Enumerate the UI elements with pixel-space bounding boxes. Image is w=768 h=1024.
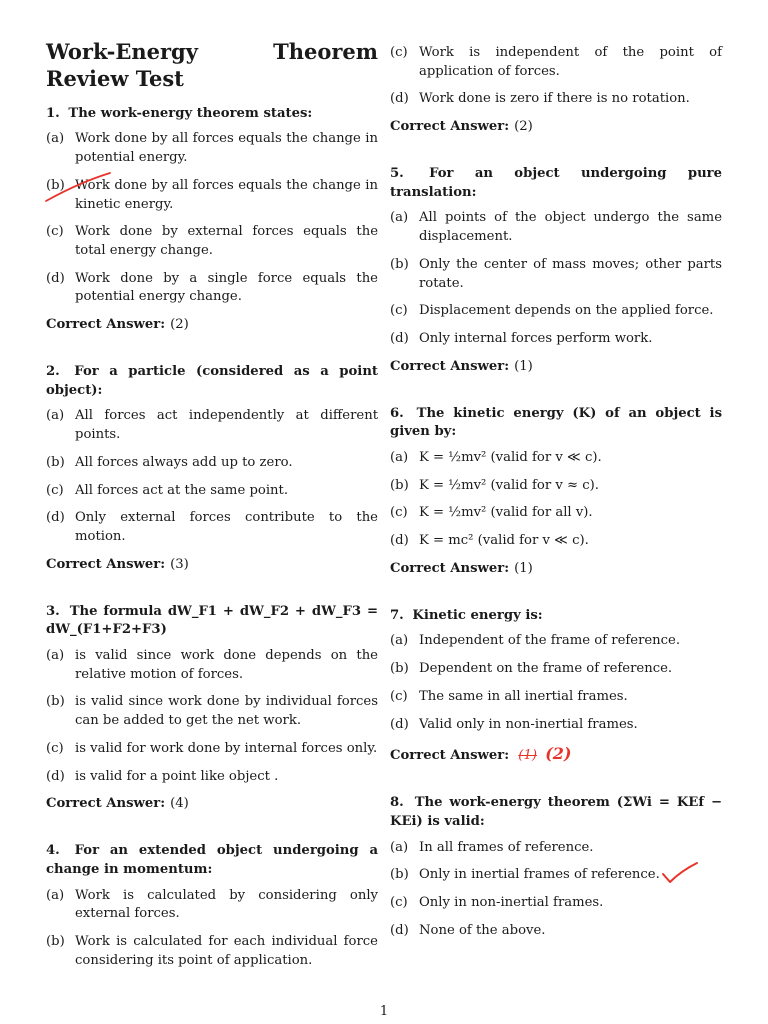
option-d: (d) Only internal forces perform work. <box>390 331 653 347</box>
handwritten-answer: (2) <box>545 744 572 764</box>
question-3 <box>46 603 378 815</box>
option-a: (a) In all frames of reference. <box>390 839 594 855</box>
question-stem: 3. The formula dW_F1 + dW_F2 + dW_F3 = dW_(F1+F2+F3) <box>46 603 378 638</box>
option-b: (b) Only the center of mass moves; other parts rotate. <box>390 256 722 291</box>
question-stem: 8. The work-energy theorem (ΣWi = KEf − KEi) is valid: <box>390 795 722 829</box>
question-stem: 1. The work-energy theorem states: <box>46 105 313 121</box>
question-4-continued <box>390 44 722 137</box>
question-7 <box>390 607 722 766</box>
page-title: Work-Energy Theorem Review Test <box>46 39 378 92</box>
option-a: (a) Independent of the frame of reference. <box>390 633 681 649</box>
option-b: (b) Dependent on the frame of reference. <box>390 661 673 677</box>
question-5 <box>390 165 722 377</box>
question-6 <box>390 405 722 579</box>
left-column <box>46 38 378 980</box>
correct-answer: Correct Answer: (2) <box>390 119 533 135</box>
question-stem: 6. The kinetic energy (K) of an object is given by: <box>390 405 722 440</box>
correct-answer: Correct Answer: (4) <box>46 796 189 812</box>
correct-answer: Correct Answer: (1) (2) <box>390 744 572 764</box>
option-a: (a) All forces act independently at different points. <box>46 408 378 443</box>
option-a: (a) K = ½mv² (valid for v ≪ c). <box>390 450 602 466</box>
option-a: (a) is valid since work done depends on the relative motion of forces. <box>46 648 378 682</box>
option-d: (d) is valid for a point like object . <box>46 768 279 784</box>
option-d: (d) K = mc² (valid for v ≪ c). <box>390 533 589 549</box>
question-stem: 7. Kinetic energy is: <box>390 607 543 623</box>
option-d: (d) None of the above. <box>390 922 546 938</box>
correct-answer: Correct Answer: (3) <box>46 556 189 572</box>
option-c: (c) Only in non-inertial frames. <box>390 895 604 911</box>
option-d: (d) Work done is zero if there is no rotation. <box>390 91 690 107</box>
option-d: (d) Work done by a single force equals the potential energy change. <box>46 270 378 305</box>
option-c: (c) Work is independent of the point of application of forces. <box>390 45 722 79</box>
option-c: (c) The same in all inertial frames. <box>390 688 628 704</box>
option-a: (a) All points of the object undergo the same displacement. <box>390 210 722 245</box>
question-stem: 4. For an extended object undergoing a change in momentum: <box>46 843 378 877</box>
question-stem: 5. For an object undergoing pure translation: <box>390 165 722 200</box>
page-number: 1 <box>379 1004 389 1019</box>
option-b: (b) is valid since work done by individual forces can be added to get the net work. <box>46 694 378 729</box>
option-c: (c) All forces act at the same point. <box>46 482 289 498</box>
option-b: (b) Only in inertial frames of reference. <box>390 866 722 885</box>
option-b: (b) K = ½mv² (valid for v ≈ c). <box>390 477 599 493</box>
option-b: (b) Work is calculated for each individual force considering its point of application. <box>46 934 378 968</box>
option-c: (c) K = ½mv² (valid for all v). <box>390 505 593 521</box>
correct-answer: Correct Answer: (1) <box>390 560 533 576</box>
option-c: (c) Displacement depends on the applied force. <box>390 303 714 319</box>
option-d: (d) Only external forces contribute to the motion. <box>46 510 378 545</box>
option-c: (c) is valid for work done by internal forces only. <box>46 740 378 756</box>
question-1 <box>46 105 378 335</box>
option-a: (a) Work is calculated by considering only external forces. <box>46 887 378 922</box>
option-b: (b) All forces always add up to zero. <box>46 454 293 470</box>
option-b: (b) Work done by all forces equals the change in kinetic energy. <box>46 177 378 214</box>
right-column <box>390 44 722 950</box>
correct-answer: Correct Answer: (2) <box>46 317 189 333</box>
question-2 <box>46 363 378 575</box>
option-c: (c) Work done by external forces equals the total energy change. <box>46 224 378 258</box>
question-4 <box>46 842 378 970</box>
struck-answer: (1) <box>518 748 537 764</box>
option-d: (d) Valid only in non-inertial frames. <box>390 716 638 732</box>
question-stem: 2. For a particle (considered as a point object): <box>46 363 379 398</box>
question-8 <box>390 794 722 940</box>
correct-answer: Correct Answer: (1) <box>390 358 533 374</box>
option-a: (a) Work done by all forces equals the change in potential energy. <box>46 131 378 166</box>
